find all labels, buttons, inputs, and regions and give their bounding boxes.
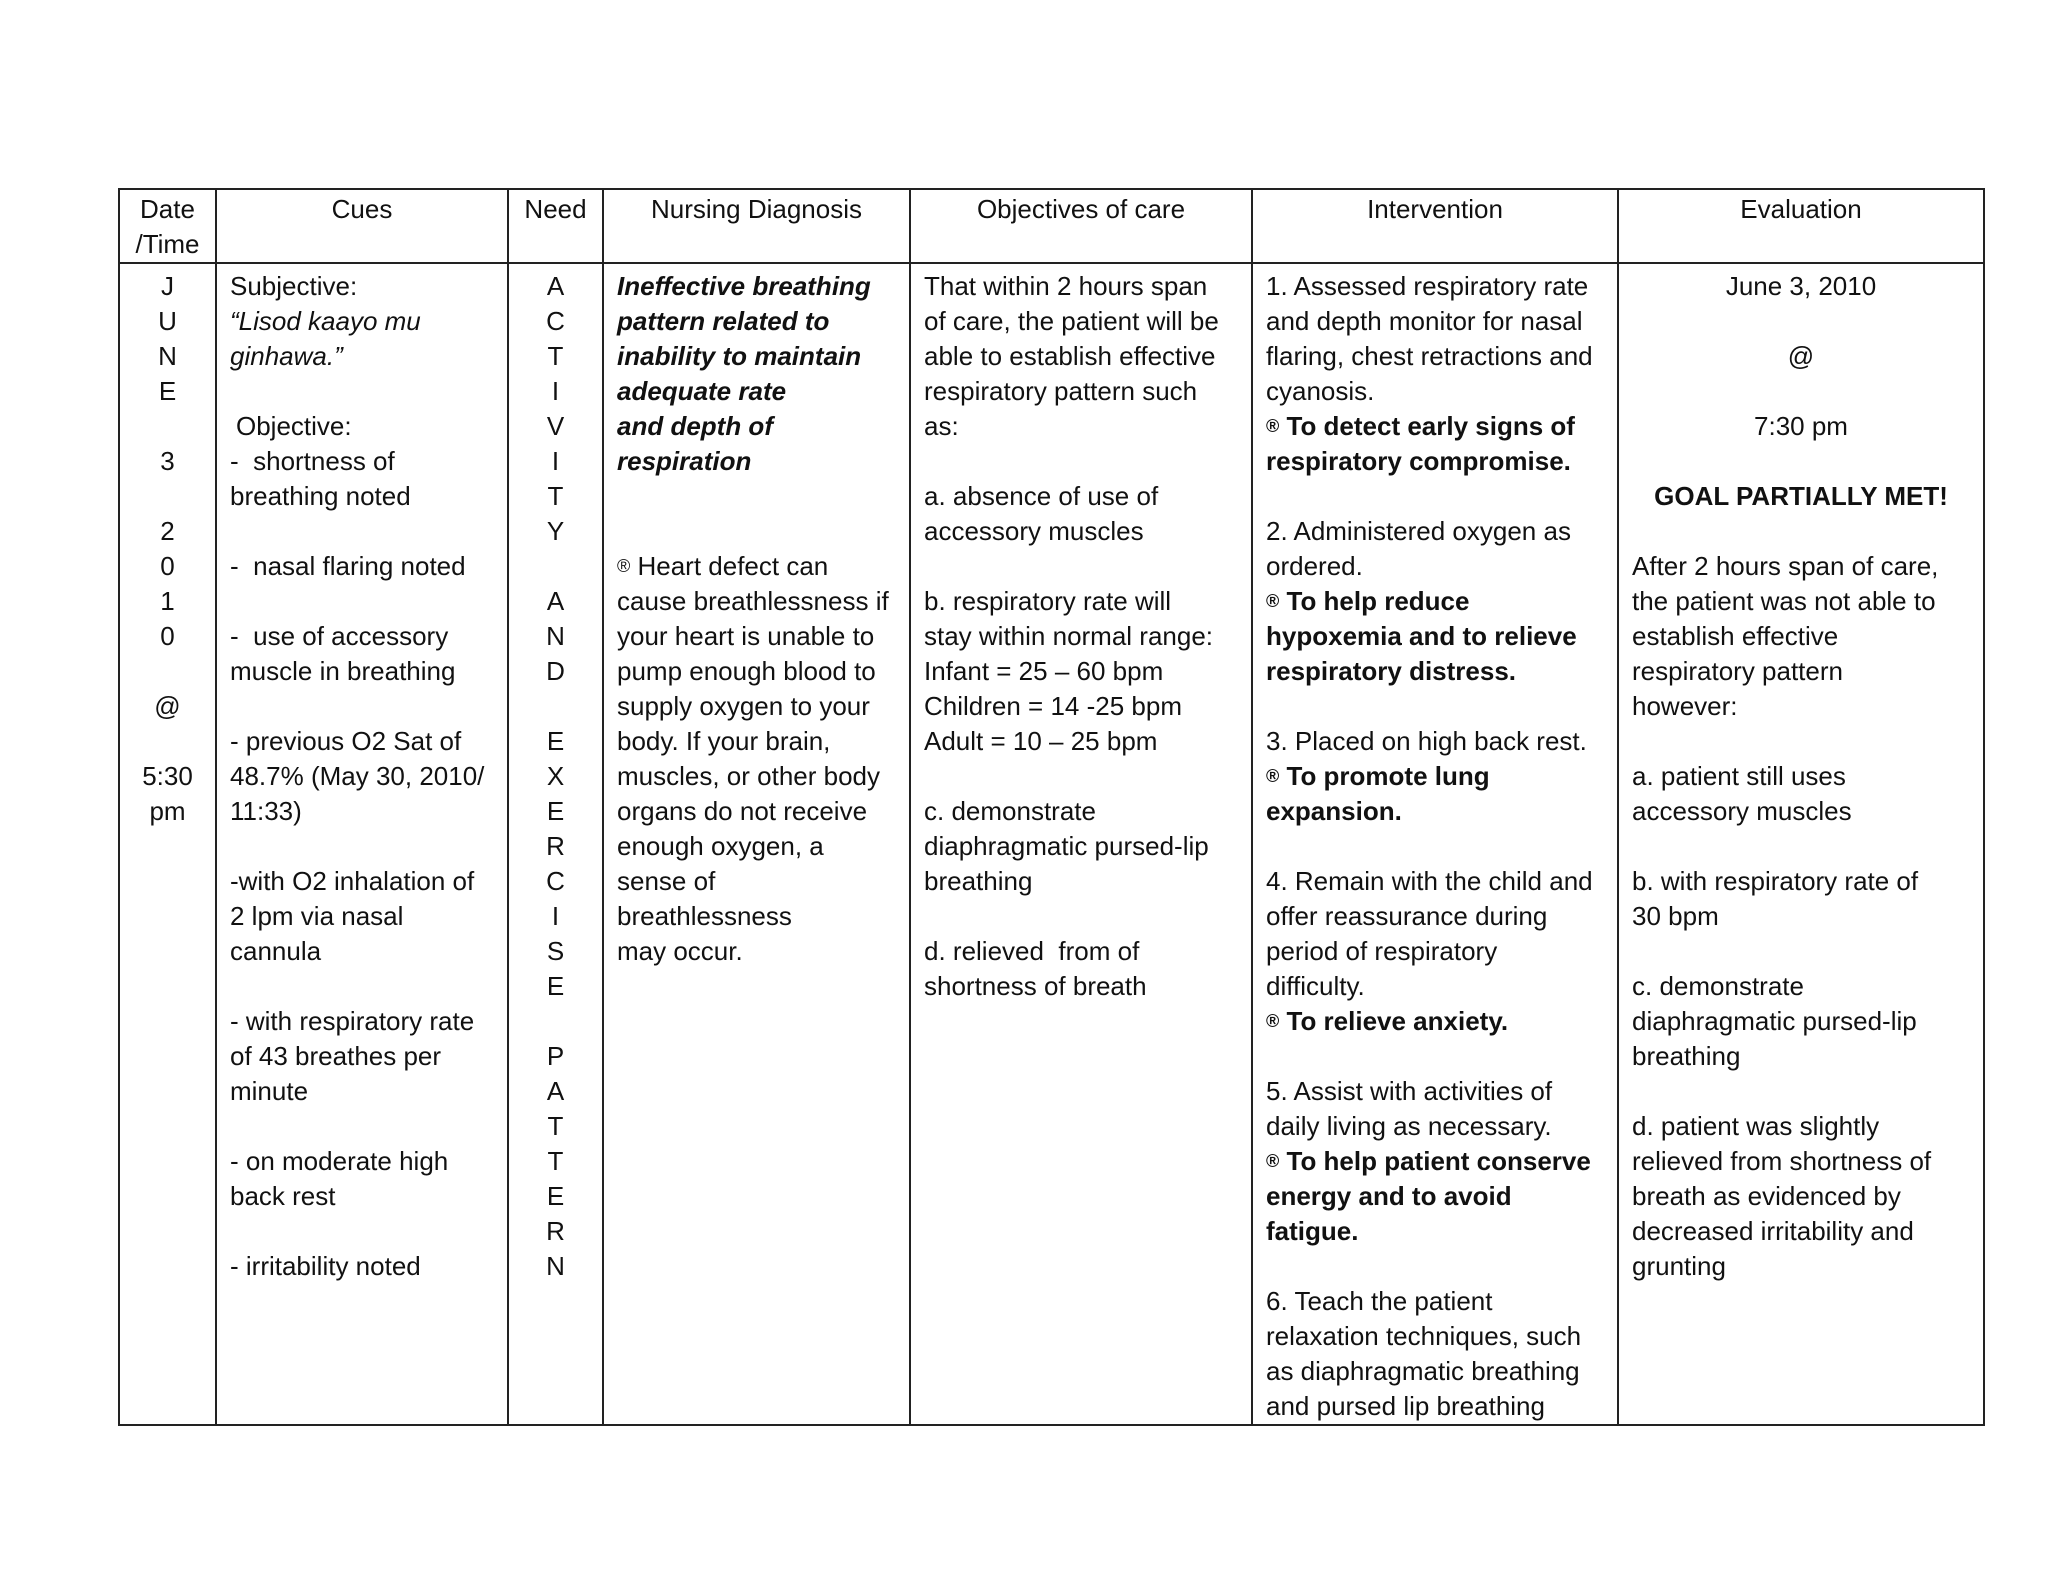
objective-cues-list: [230, 444, 494, 1284]
need-char: R: [546, 831, 565, 861]
evaluation-at: @: [1787, 341, 1815, 371]
diagnosis-statement: [617, 269, 896, 479]
header-cues: Cues: [216, 189, 508, 263]
rationale-marker: ®: [1266, 1011, 1280, 1031]
spacer: [1632, 1074, 1970, 1109]
objective-line: b. respiratory rate will: [924, 586, 1172, 616]
intervention-line: period of respiratory: [1266, 936, 1498, 966]
need-char: R: [546, 1216, 565, 1246]
spacer: [133, 409, 202, 444]
spacer: [230, 689, 494, 724]
objective-line: c. demonstrate: [924, 796, 1096, 826]
evaluation-intro-line: establish effective: [1632, 621, 1839, 651]
intervention-line: 1. Assessed respiratory rate: [1266, 271, 1589, 301]
spacer: [230, 374, 494, 409]
spacer: [1266, 1249, 1604, 1284]
nursing-diagnosis-cell: [603, 263, 910, 1425]
evaluation-date: June 3, 2010: [1725, 271, 1877, 301]
intervention-line: 5. Assist with activities of: [1266, 1076, 1553, 1106]
intervention-rationale: expansion.: [1266, 796, 1402, 826]
rationale-marker: ®: [1266, 766, 1280, 786]
cue-line: - previous O2 Sat of: [230, 726, 462, 756]
spacer: [1266, 689, 1604, 724]
intervention-line: 4. Remain with the child and: [1266, 866, 1593, 896]
rationale-line: may occur.: [617, 936, 743, 966]
intervention-line: offer reassurance during: [1266, 901, 1548, 931]
objective-label: Objective:: [236, 411, 352, 441]
need-char: P: [546, 1041, 565, 1071]
date-char: J: [161, 271, 174, 301]
date-char: U: [158, 306, 177, 336]
cue-line: -with O2 inhalation of: [230, 866, 475, 896]
rationale-text: To help reduce: [1279, 586, 1470, 616]
rationale-line: [617, 549, 896, 584]
objective-line: Infant = 25 – 60 bpm: [924, 656, 1164, 686]
need-char: A: [546, 586, 565, 616]
cue-line: 2 lpm via nasal: [230, 901, 404, 931]
cue-line: minute: [230, 1076, 309, 1106]
spacer: [924, 899, 1238, 934]
need-char: S: [546, 936, 565, 966]
intervention-line: 3. Placed on high back rest.: [1266, 726, 1587, 756]
evaluation-line: diaphragmatic pursed-lip: [1632, 1006, 1917, 1036]
diagnosis-line: Ineffective breathing: [617, 271, 871, 301]
intervention-rationale: hypoxemia and to relieve: [1266, 621, 1577, 651]
objective-intro-line: able to establish effective: [924, 341, 1216, 371]
date-char: 1: [160, 586, 175, 616]
spacer: [522, 689, 589, 724]
date-char: E: [158, 376, 177, 406]
evaluation-line: c. demonstrate: [1632, 971, 1804, 1001]
spacer: [230, 1214, 494, 1249]
spacer: [1266, 829, 1604, 864]
rationale-text: To relieve anxiety.: [1279, 1006, 1509, 1036]
spacer: [1632, 514, 1970, 549]
rationale-line: pump enough blood to: [617, 656, 876, 686]
date-char: 0: [160, 551, 175, 581]
objective-line: Adult = 10 – 25 bpm: [924, 726, 1158, 756]
intervention-line: as diaphragmatic breathing: [1266, 1356, 1580, 1386]
evaluation-time: 7:30 pm: [1754, 411, 1848, 441]
need-char: X: [546, 761, 565, 791]
date-char: N: [158, 341, 177, 371]
evaluation-intro-line: however:: [1632, 691, 1738, 721]
rationale-marker: ®: [1266, 591, 1280, 611]
evaluation-details: [1632, 549, 1970, 1284]
spacer: [924, 549, 1238, 584]
rationale-line: muscles, or other body: [617, 761, 881, 791]
evaluation-intro-line: respiratory pattern: [1632, 656, 1843, 686]
evaluation-line: relieved from shortness of: [1632, 1146, 1932, 1176]
intervention-line: flaring, chest retractions and: [1266, 341, 1593, 371]
evaluation-line: a. patient still uses: [1632, 761, 1846, 791]
subjective-quote-line-2: ginhawa.”: [230, 341, 343, 371]
spacer: [133, 654, 202, 689]
need-char: D: [546, 656, 565, 686]
intervention-line: 2. Administered oxygen as: [1266, 516, 1571, 546]
subjective-label: Subjective:: [230, 271, 358, 301]
intervention-rationale: [1266, 584, 1604, 619]
rationale-text: Heart defect can: [630, 551, 829, 581]
intervention-rationale: [1266, 1144, 1604, 1179]
rationale-text: To promote lung: [1279, 761, 1490, 791]
spacer: [617, 479, 896, 514]
spacer: [230, 829, 494, 864]
evaluation-cell: [1618, 263, 1984, 1425]
spacer: [1632, 374, 1970, 409]
objective-line: accessory muscles: [924, 516, 1144, 546]
evaluation-line: breathing: [1632, 1041, 1741, 1071]
objective-intro-line: That within 2 hours span: [924, 271, 1208, 301]
spacer: [924, 759, 1238, 794]
intervention-line: ordered.: [1266, 551, 1363, 581]
date-char: 0: [160, 621, 175, 651]
diagnosis-line: and depth of: [617, 411, 773, 441]
evaluation-line: d. patient was slightly: [1632, 1111, 1880, 1141]
cue-line: - with respiratory rate: [230, 1006, 475, 1036]
need-char: E: [546, 971, 565, 1001]
need-char: C: [546, 866, 565, 896]
objective-intro-line: respiratory pattern such: [924, 376, 1198, 406]
diagnosis-line: pattern related to: [617, 306, 830, 336]
date-char: @: [154, 691, 181, 721]
need-char: T: [547, 1111, 564, 1141]
date-char: 3: [160, 446, 175, 476]
evaluation-line: accessory muscles: [1632, 796, 1852, 826]
rationale-line: cause breathlessness if: [617, 586, 889, 616]
intervention-rationale: [1266, 759, 1604, 794]
spacer: [1632, 304, 1970, 339]
goal-status: GOAL PARTIALLY MET!: [1654, 481, 1948, 511]
intervention-cell: [1252, 263, 1618, 1425]
objective-intro-line: of care, the patient will be: [924, 306, 1219, 336]
spacer: [230, 1109, 494, 1144]
objective-line: a. absence of use of: [924, 481, 1159, 511]
need-cell: [508, 263, 603, 1425]
need-char: V: [546, 411, 565, 441]
evaluation-intro-line: After 2 hours span of care,: [1632, 551, 1939, 581]
cue-line: - nasal flaring noted: [230, 551, 466, 581]
intervention-line: and pursed lip breathing: [1266, 1391, 1545, 1421]
spacer: [133, 479, 202, 514]
rationale-marker: ®: [1266, 1151, 1280, 1171]
rationale-marker: ®: [617, 556, 631, 576]
header-intervention: Intervention: [1252, 189, 1618, 263]
spacer: [1266, 1039, 1604, 1074]
intervention-rationale: respiratory distress.: [1266, 656, 1517, 686]
cue-line: cannula: [230, 936, 322, 966]
objectives-cell: [910, 263, 1252, 1425]
intervention-rationale: respiratory compromise.: [1266, 446, 1571, 476]
spacer: [133, 724, 202, 759]
rationale-line: enough oxygen, a: [617, 831, 824, 861]
need-char: N: [546, 1251, 565, 1281]
date-char: 2: [160, 516, 175, 546]
need-char: A: [546, 1076, 565, 1106]
cue-line: breathing noted: [230, 481, 411, 511]
need-char: T: [547, 341, 564, 371]
date-time-cell: [119, 263, 216, 1425]
evaluation-intro-line: the patient was not able to: [1632, 586, 1936, 616]
rationale-line: sense of breathlessness: [617, 866, 792, 931]
evaluation-line: grunting: [1632, 1251, 1726, 1281]
intervention-line: 6. Teach the patient: [1266, 1286, 1493, 1316]
subjective-quote-line-1: “Lisod kaayo mu: [230, 306, 421, 336]
need-char: A: [546, 271, 565, 301]
intervention-line: cyanosis.: [1266, 376, 1375, 406]
date-char: 5:30: [142, 761, 193, 791]
diagnosis-line: adequate rate: [617, 376, 787, 406]
objective-line: shortness of breath: [924, 971, 1147, 1001]
diagnosis-line: respiration: [617, 446, 752, 476]
cue-line: - on moderate high: [230, 1146, 449, 1176]
table-header-row: [119, 189, 1984, 263]
spacer: [1632, 934, 1970, 969]
spacer: [522, 549, 589, 584]
need-char: Y: [546, 516, 565, 546]
table-row: [119, 263, 1984, 1425]
spacer: [1632, 724, 1970, 759]
nursing-care-plan-table: [118, 188, 1985, 1426]
cue-line: 11:33): [230, 796, 302, 826]
intervention-line: and depth monitor for nasal: [1266, 306, 1583, 336]
spacer: [522, 1004, 589, 1039]
cue-line: 48.7% (May 30, 2010/: [230, 761, 485, 791]
rationale-text: To detect early signs of: [1279, 411, 1575, 441]
cue-line: of 43 breathes per: [230, 1041, 442, 1071]
spacer: [924, 444, 1238, 479]
rationale-line: your heart is unable to: [617, 621, 875, 651]
spacer: [230, 969, 494, 1004]
objective-line: d. relieved from of: [924, 936, 1140, 966]
header-date-time: Date /Time: [119, 189, 216, 263]
spacer: [1632, 444, 1970, 479]
rationale-line: supply oxygen to your: [617, 691, 870, 721]
need-char: I: [551, 901, 560, 931]
rationale-text: To help patient conserve: [1279, 1146, 1591, 1176]
cue-line: - use of accessory: [230, 621, 449, 651]
objective-line: Children = 14 -25 bpm: [924, 691, 1182, 721]
rationale-line: organs do not receive: [617, 796, 868, 826]
need-char: I: [551, 446, 560, 476]
objective-line: breathing: [924, 866, 1033, 896]
diagnosis-rationale: [617, 549, 896, 969]
intervention-line: daily living as necessary.: [1266, 1111, 1552, 1141]
rationale-line: body. If your brain,: [617, 726, 831, 756]
need-char: T: [547, 481, 564, 511]
need-char: T: [547, 1146, 564, 1176]
header-nursing-diagnosis: Nursing Diagnosis: [603, 189, 910, 263]
need-char: E: [546, 1181, 565, 1211]
intervention-line: relaxation techniques, such: [1266, 1321, 1582, 1351]
objective-line: stay within normal range:: [924, 621, 1214, 651]
spacer: [230, 514, 494, 549]
evaluation-line: breath as evidenced by: [1632, 1181, 1901, 1211]
spacer: [230, 584, 494, 619]
rationale-marker: ®: [1266, 416, 1280, 436]
header-objectives: Objectives of care: [910, 189, 1252, 263]
intervention-rationale: energy and to avoid fatigue.: [1266, 1181, 1519, 1246]
intervention-rationale: [1266, 1004, 1604, 1039]
cue-line: back rest: [230, 1181, 336, 1211]
need-char: C: [546, 306, 565, 336]
cue-line: muscle in breathing: [230, 656, 456, 686]
need-char: I: [551, 376, 560, 406]
need-char: E: [546, 796, 565, 826]
cue-line: - shortness of: [230, 446, 395, 476]
evaluation-line: decreased irritability and: [1632, 1216, 1914, 1246]
spacer: [1632, 829, 1970, 864]
evaluation-line: 30 bpm: [1632, 901, 1719, 931]
objective-intro-line: as:: [924, 411, 959, 441]
cues-cell: [216, 263, 508, 1425]
diagnosis-line: inability to maintain: [617, 341, 862, 371]
header-evaluation: Evaluation: [1618, 189, 1984, 263]
header-need: Need: [508, 189, 603, 263]
spacer: [617, 514, 896, 549]
intervention-rationale: [1266, 409, 1604, 444]
date-char: pm: [149, 796, 186, 826]
spacer: [1266, 479, 1604, 514]
objective-line: diaphragmatic pursed-lip: [924, 831, 1209, 861]
intervention-line: difficulty.: [1266, 971, 1365, 1001]
need-char: N: [546, 621, 565, 651]
evaluation-line: b. with respiratory rate of: [1632, 866, 1919, 896]
need-char: E: [546, 726, 565, 756]
cue-line: - irritability noted: [230, 1251, 421, 1281]
